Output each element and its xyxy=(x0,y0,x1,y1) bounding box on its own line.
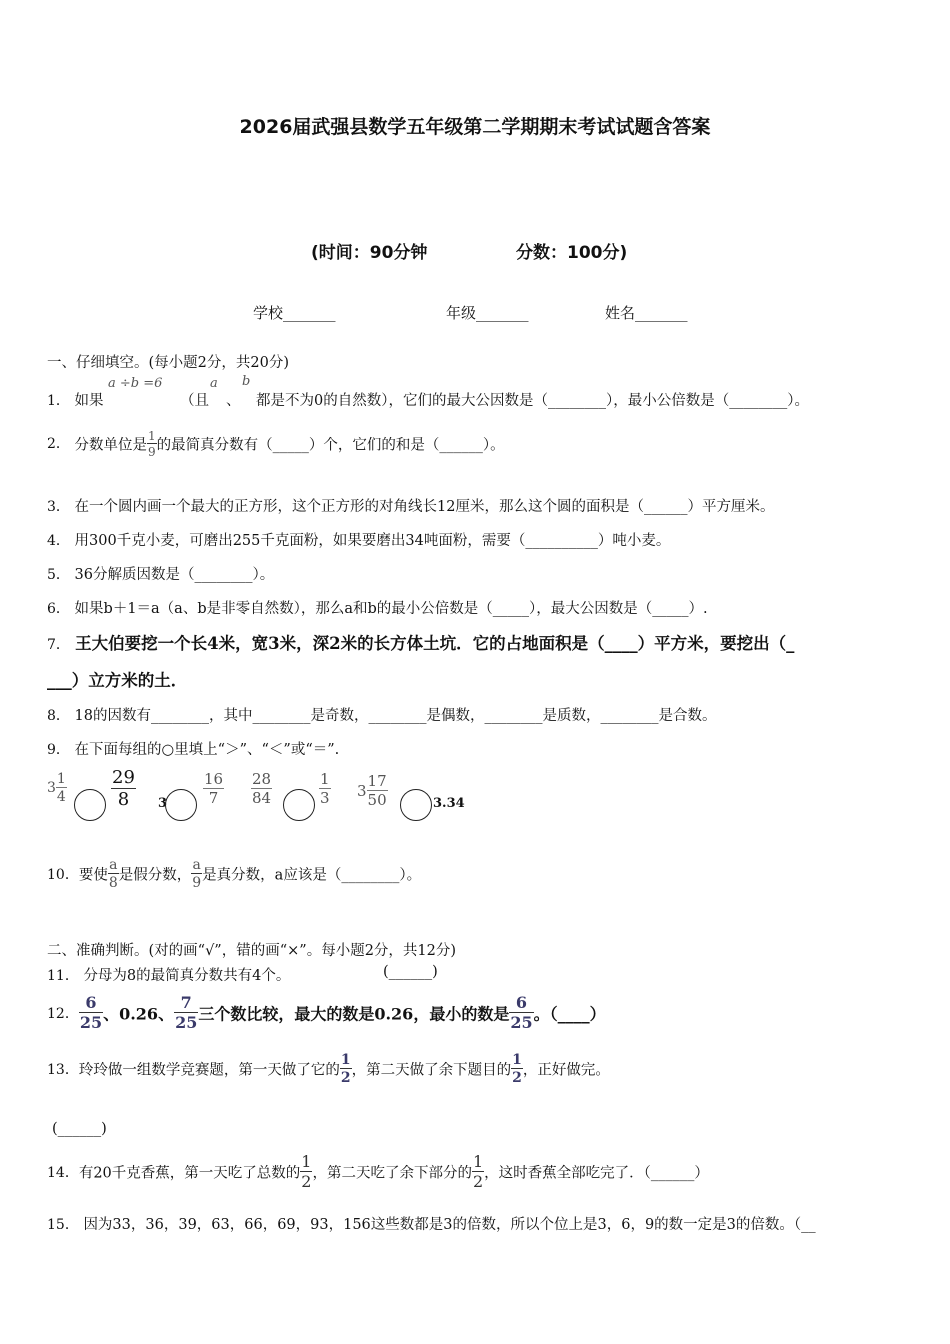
time-info: (时间：90分钟 xyxy=(311,243,428,263)
question-number: 2． xyxy=(47,436,70,452)
compare-circle[interactable] xyxy=(400,789,432,821)
q2-text-a: 分数单位是 xyxy=(74,437,148,454)
q9-group1-left: 3 $\frac{1}{4}$ xyxy=(47,771,66,805)
q1-text-b: （且 xyxy=(180,393,209,409)
question-number: 14． xyxy=(47,1165,79,1181)
name-field[interactable]: 姓名_______ xyxy=(605,304,688,322)
question-9 xyxy=(47,738,339,759)
question-12 xyxy=(47,995,606,1031)
question-14 xyxy=(47,1154,709,1190)
page-title: 2026届武强县数学五年级第二学期期末考试试题含答案 xyxy=(239,116,711,138)
fraction: $\frac{a}{8}$ xyxy=(108,857,118,891)
q9-group4-left: 3 $\frac{17}{50}$ xyxy=(357,772,387,809)
q1-var-a: a xyxy=(210,376,218,391)
question-1 xyxy=(47,389,104,410)
question-number: 13． xyxy=(47,1062,79,1078)
question-number: 3． xyxy=(47,499,70,515)
grade-field[interactable]: 年级_______ xyxy=(446,304,529,322)
q12-text-c: 。（____） xyxy=(533,1004,606,1024)
fraction: $\frac{a}{9}$ xyxy=(192,857,202,891)
score-info: 分数：100分) xyxy=(516,243,628,263)
compare-circle[interactable] xyxy=(74,789,106,821)
fraction: $\frac{1}{2}$ xyxy=(340,1052,351,1086)
question-7 xyxy=(47,630,794,654)
q10-text-b: 是假分数， xyxy=(118,867,192,884)
fraction: $\frac{7}{25}$ xyxy=(175,993,198,1032)
section2-heading: 二、准确判断。(对的画“√”，错的画“×”。每小题2分，共12分) xyxy=(47,943,457,959)
question-5 xyxy=(47,563,274,584)
q5-text: 36分解质因数是（________）。 xyxy=(74,567,275,583)
q14-text-c: ，这时香蕉全部吃完了．（______） xyxy=(484,1165,709,1182)
q9-group2-right: $\frac{16}{7}$ xyxy=(204,770,224,807)
q9-group2-left: 3 xyxy=(158,796,168,811)
fraction: $\frac{1}{2}$ xyxy=(301,1152,312,1191)
q11-text: 分母为8的最简真分数共有4个。 xyxy=(83,968,291,984)
question-number: 5． xyxy=(47,567,70,583)
question-number: 4． xyxy=(47,533,70,549)
q1-sep: 、 xyxy=(226,393,241,409)
q4-text: 用300千克小麦，可磨出255千克面粉，如果要磨出34吨面粉，需要（__________）吨小麦。 xyxy=(74,533,671,549)
fraction: $\frac{6}{25}$ xyxy=(510,993,533,1032)
fraction: $\frac{1}{2}$ xyxy=(472,1152,484,1191)
question-number: 12． xyxy=(47,1006,79,1022)
question-number: 9． xyxy=(47,742,70,758)
q1-text-c: 都是不为0的自然数），它们的最大公因数是（________），最小公倍数是（________）。 xyxy=(256,393,809,409)
q9-group3-right: $\frac{1}{3}$ xyxy=(320,770,330,807)
q13-answer-blank[interactable]: (______) xyxy=(52,1121,107,1137)
question-4 xyxy=(47,529,670,550)
q9-group3-left: $\frac{28}{84}$ xyxy=(252,770,272,807)
fraction: $\frac{6}{25}$ xyxy=(79,993,103,1032)
question-number: 11． xyxy=(47,968,79,984)
q12-text-b: 三个数比较，最大的数是0.26，最小的数是 xyxy=(198,1004,510,1024)
q13-text-c: ，正好做完。 xyxy=(522,1062,610,1079)
q13-text-a: 玲玲做一组数学竞赛题，第一天做了它的 xyxy=(78,1062,340,1079)
question-2 xyxy=(47,430,505,458)
q1-var-b: b xyxy=(242,374,251,389)
q15-text: 因为33，36，39，63，66，69，93，156这些数都是3的倍数，所以个位上是3，6，9的数一定是3的倍数。（__ xyxy=(83,1217,816,1233)
section1-heading: 一、仔细填空。(每小题2分，共20分) xyxy=(47,355,289,371)
question-8 xyxy=(47,704,716,725)
q9-group1-right: $\frac{29}{8}$ xyxy=(112,767,135,810)
compare-circle[interactable] xyxy=(283,789,315,821)
q7-line1: 王大伯要挖一个长4米，宽3米，深2米的长方体土坑．它的占地面积是（____）平方米，要挖出（_ xyxy=(75,634,795,653)
q10-text-a: 要使 xyxy=(78,867,108,884)
q1-text-a: 如果 xyxy=(74,393,104,409)
q13-text-b: ，第二天做了余下题目的 xyxy=(351,1062,512,1079)
question-15 xyxy=(47,1213,816,1234)
fraction: $\frac{1}{2}$ xyxy=(512,1052,522,1086)
q14-text-a: 有20千克香蕉，第一天吃了总数的 xyxy=(78,1165,301,1182)
q3-text: 在一个圆内画一个最大的正方形，这个正方形的对角线长12厘米，那么这个圆的面积是（______）平方厘米。 xyxy=(74,499,775,515)
q7-line2: ___）立方米的土． xyxy=(47,671,188,690)
q1-expression: a ÷b =6 xyxy=(108,376,163,391)
question-number: 15． xyxy=(47,1217,79,1233)
question-number: 8． xyxy=(47,708,70,724)
question-number: 10． xyxy=(47,867,79,883)
question-11 xyxy=(47,964,290,985)
q2-text-b: 的最简真分数有（_____）个，它们的和是（______）。 xyxy=(156,437,505,454)
fraction: $\frac{1}{9}$ xyxy=(148,429,156,459)
q6-text: 如果b＋1＝a（a、b是非零自然数），那么a和b的最小公倍数是（_____），最大公因数是（_____）. xyxy=(74,601,708,617)
school-field[interactable]: 学校_______ xyxy=(253,304,336,322)
question-3 xyxy=(47,495,774,516)
q8-text: 18的因数有________，其中________是奇数，________是偶数，________是质数，________是合数。 xyxy=(74,708,717,724)
question-13 xyxy=(47,1053,610,1085)
question-10 xyxy=(47,858,421,890)
q10-text-c: 是真分数，a应该是（________）。 xyxy=(202,867,422,884)
compare-circle[interactable] xyxy=(165,789,197,821)
q12-text-a: 、0.26、 xyxy=(103,1004,175,1024)
q9-text: 在下面每组的○里填上“＞”、“＜”或“＝”. xyxy=(74,742,340,758)
q14-text-b: ，第二天吃了余下部分的 xyxy=(312,1165,472,1182)
q11-answer-blank[interactable]: (______) xyxy=(383,964,438,980)
q9-group4-right: 3.34 xyxy=(433,796,465,811)
question-number: 7． xyxy=(47,637,70,653)
question-number: 6． xyxy=(47,601,70,617)
question-number: 1． xyxy=(47,393,70,409)
question-6 xyxy=(47,597,708,618)
